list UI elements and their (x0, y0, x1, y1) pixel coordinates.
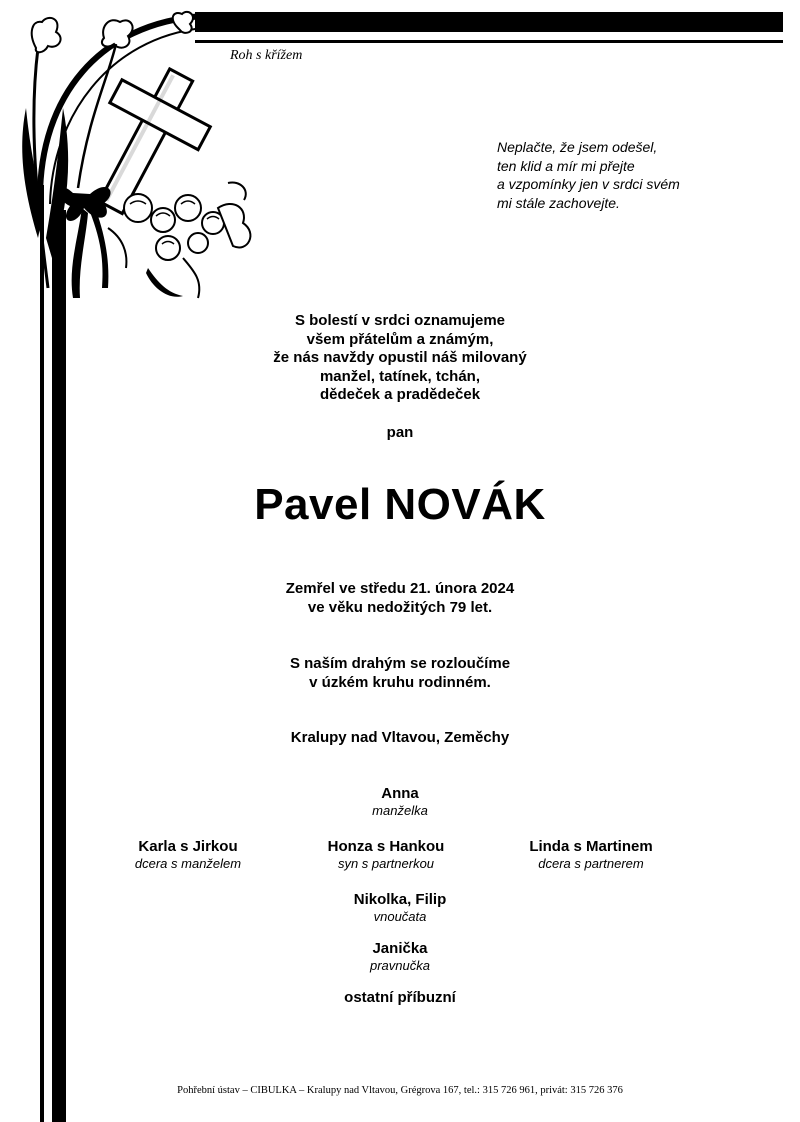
death-date: Zemřel ve středu 21. února 2024 (285, 580, 515, 597)
poem-line: mi stále zachovejte. (497, 194, 620, 211)
announcement-line: dědeček a pradědeček (319, 386, 481, 403)
place: Kralupy nad Vltavou, Zeměchy (290, 729, 510, 746)
announcement-line: všem přátelům a známým, (306, 330, 494, 348)
deceased-name: Pavel NOVÁK (254, 480, 546, 529)
death-info (0, 579, 800, 617)
farewell-line: v úzkém kruhu rodinném. (309, 674, 491, 691)
mourner-name: Nikolka, Filip (353, 891, 447, 908)
poem (497, 138, 680, 212)
mourner-role: dcera s manželem (134, 856, 242, 871)
mourner-name: Anna (381, 785, 419, 802)
funeral-home-footer: Pohřební ústav – CIBULKA – Kralupy nad Vltavou, Grégrova 167, tel.: 315 726 961, privát: 315 726 376 (177, 1085, 623, 1096)
honorific: pan (386, 424, 414, 441)
frame-top-thick-bar (195, 12, 783, 32)
mourner-role: dcera s partnerem (538, 856, 644, 871)
farewell-line: S naším drahým se rozloučíme (289, 655, 511, 672)
poem-line: ten klid a mír mi přejte (497, 157, 635, 174)
announcement-line: že nás navždy opustil náš milovaný (273, 349, 527, 366)
death-age: ve věku nedožitých 79 let. (307, 599, 493, 616)
mourner-daughter-2 (471, 838, 711, 872)
poem-line: Neplačte, že jsem odešel, (497, 139, 658, 155)
mourner-role: pravnučka (370, 958, 430, 973)
announcement-line: manžel, tatínek, tchán, (319, 367, 481, 385)
mourner-wife (280, 785, 520, 819)
mourner-great-grandchild (280, 940, 520, 974)
cross-with-flowers-ornament (18, 8, 258, 308)
poem-line: a vzpomínky jen v srdci svém (497, 176, 680, 192)
frame-top-thin-bar (195, 40, 783, 43)
corner-label: Roh s křížem (230, 48, 303, 63)
announcement-line: S bolestí v srdci oznamujeme (294, 312, 506, 329)
other-relatives: ostatní příbuzní (344, 989, 456, 1006)
mourner-name: Janička (372, 940, 428, 957)
mourner-role: syn s partnerkou (337, 856, 435, 871)
mourner-grandchildren (280, 891, 520, 925)
mourner-role: vnoučata (373, 909, 427, 924)
mourner-name: Karla s Jirkou (138, 838, 238, 855)
mourner-name: Linda s Martinem (529, 838, 653, 855)
announcement-text (0, 312, 800, 405)
mourner-role: manželka (372, 803, 428, 818)
mourner-son (266, 838, 506, 872)
farewell-info (0, 654, 800, 692)
mourner-name: Honza s Hankou (327, 838, 445, 855)
